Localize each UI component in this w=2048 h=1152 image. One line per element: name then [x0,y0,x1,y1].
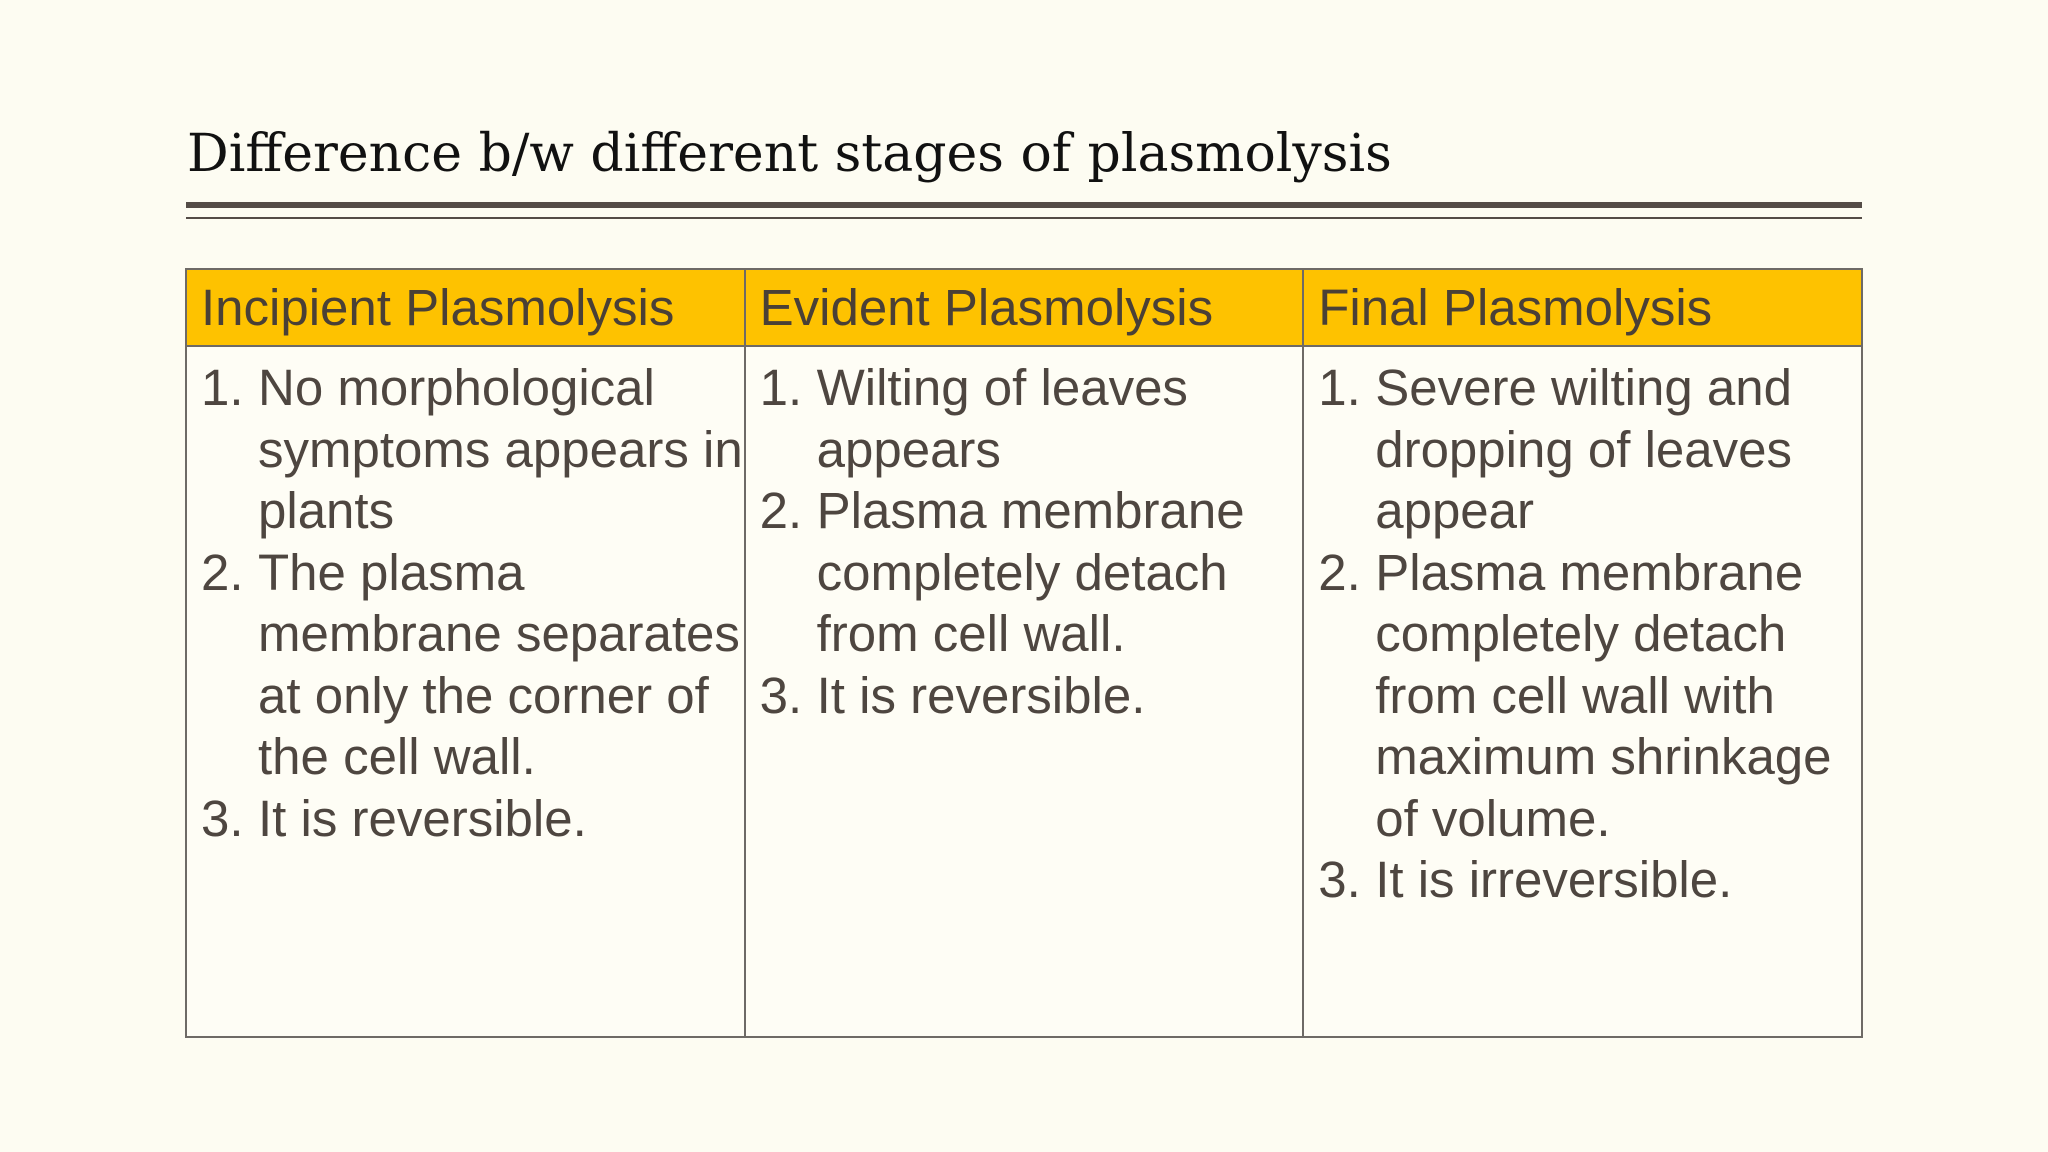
plasmolysis-comparison-table [185,268,1863,1038]
evident-points-list [746,357,1303,726]
list-item-number: 1. [1318,359,1361,416]
list-item-number: 2. [759,482,803,539]
list-item-number: 1. [201,359,244,416]
list-item [760,480,1303,665]
incipient-plasmolysis-cell [186,346,745,1037]
title-underline-thin [186,217,1862,219]
list-item-number: 3. [759,666,803,724]
list-item-text: No morphological symptoms appears in plants [258,359,743,539]
table-body-row [186,346,1862,1037]
table-header-row [186,269,1862,346]
list-item-number: 1. [759,359,803,416]
list-item [1318,357,1861,542]
list-item [201,357,744,542]
list-item-text: It is reversible. [258,789,587,847]
header-final-plasmolysis: Final Plasmolysis [1303,269,1862,346]
list-item-text: The plasma membrane separates at only the corner of the cell wall. [258,543,740,785]
list-item-text: Severe wilting and dropping of leaves appear [1375,359,1793,539]
incipient-points-list [187,357,744,849]
list-item [760,357,1303,480]
header-evident-plasmolysis: Evident Plasmolysis [745,269,1304,346]
list-item [1318,542,1861,850]
list-item [201,542,744,788]
slide-title: Difference b/w different stages of plasmolysis [187,124,1392,184]
list-item [1318,849,1861,911]
final-points-list [1304,357,1861,911]
list-item [201,788,744,850]
list-item-text: It is irreversible. [1375,851,1733,908]
evident-plasmolysis-cell [745,346,1304,1037]
list-item-text: Plasma membrane completely detach from cell wall with maximum shrinkage of volume. [1375,543,1832,847]
list-item-number: 2. [201,543,244,601]
list-item-number: 3. [1318,851,1361,908]
list-item [760,665,1303,727]
list-item-text: Plasma membrane completely detach from cell wall. [816,482,1245,662]
header-incipient-plasmolysis: Incipient Plasmolysis [186,269,745,346]
title-underline-thick [186,202,1862,208]
list-item-text: It is reversible. [816,666,1146,724]
list-item-text: Wilting of leaves appears [816,359,1188,478]
final-plasmolysis-cell [1303,346,1862,1037]
list-item-number: 3. [201,789,244,847]
list-item-number: 2. [1318,543,1361,601]
